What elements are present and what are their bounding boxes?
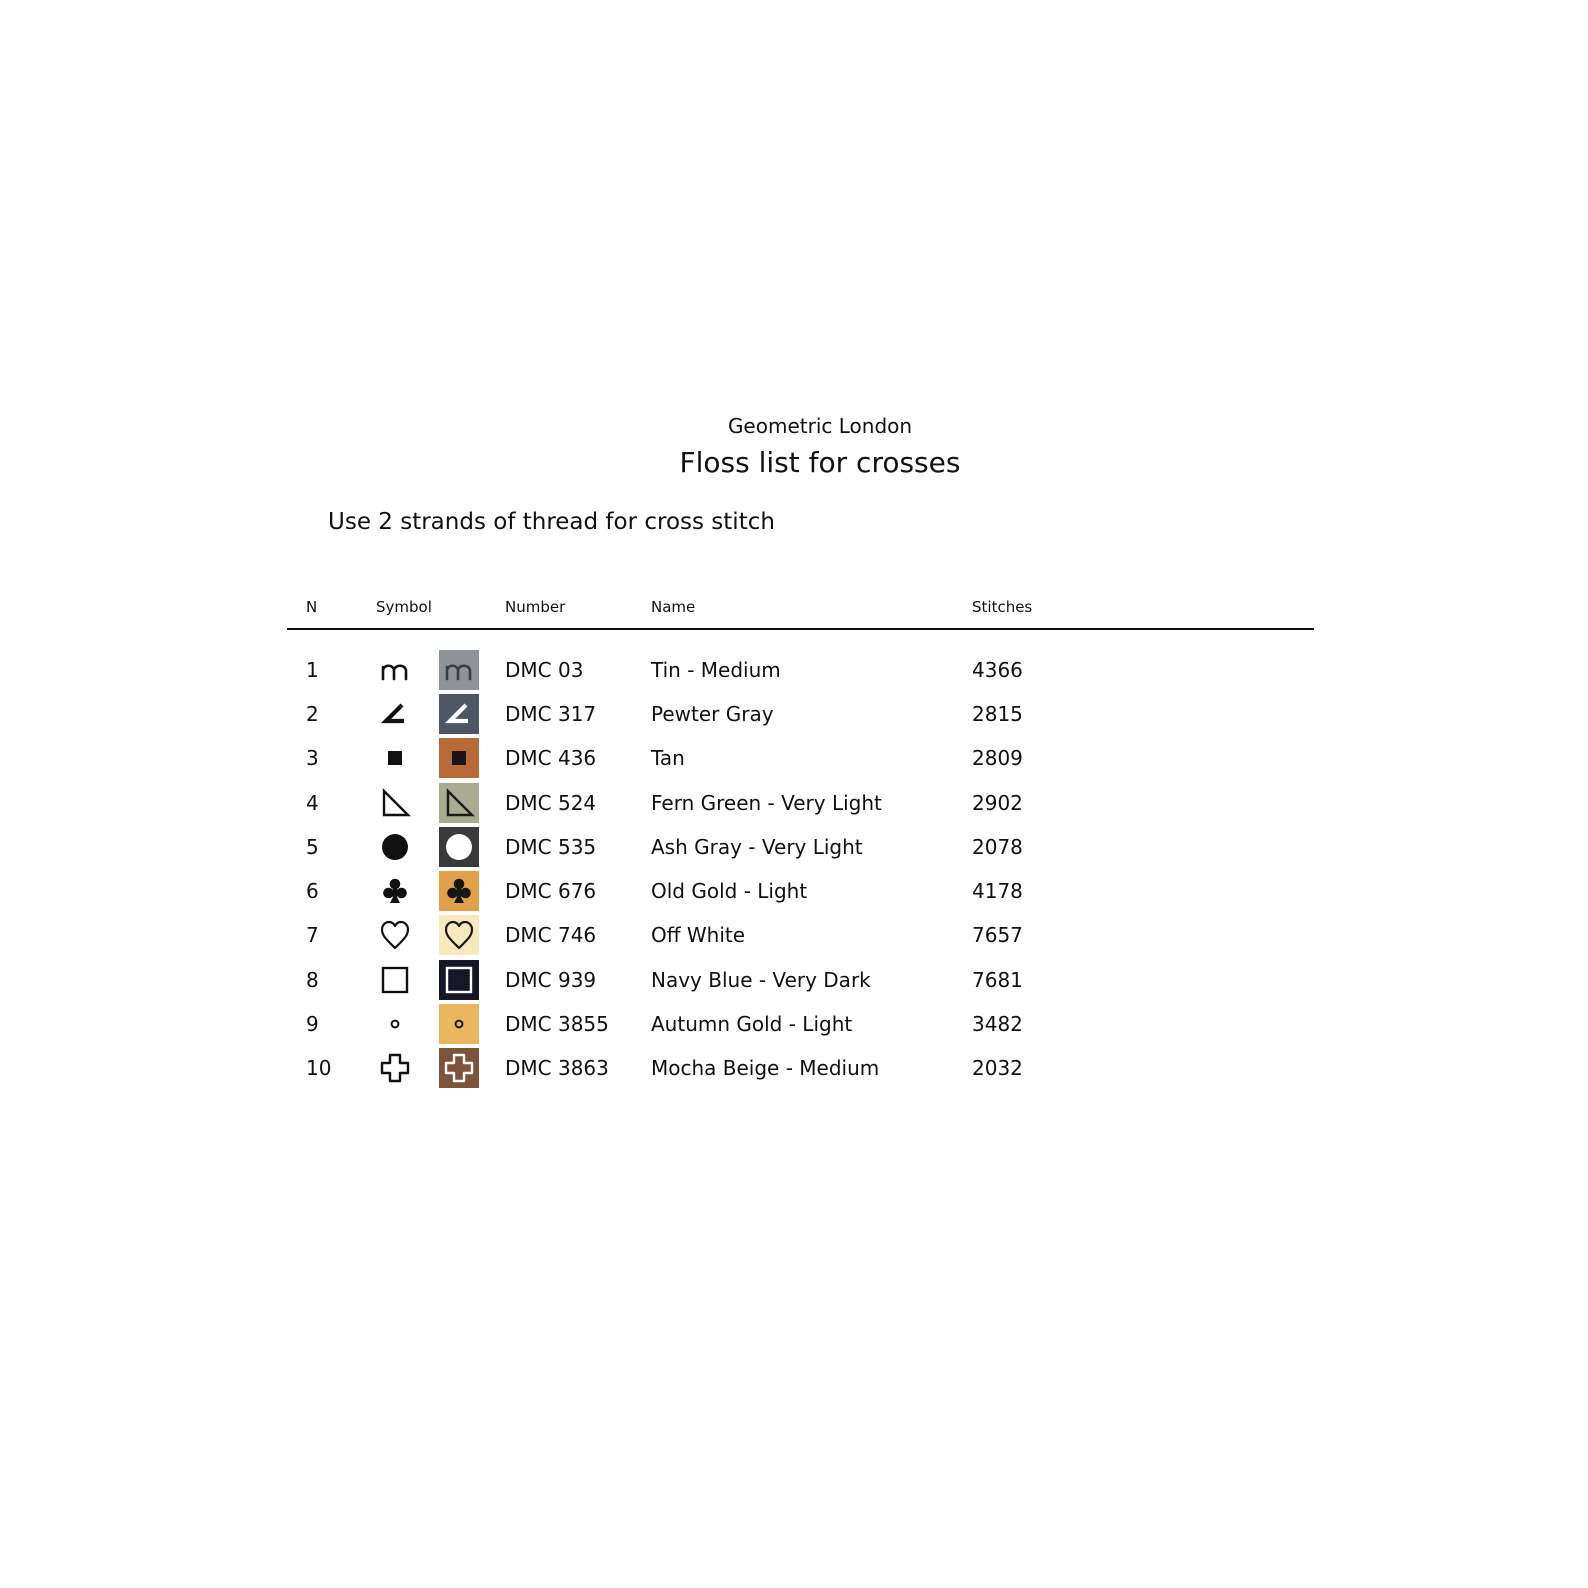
floss-number: DMC 03 [505,658,584,682]
floss-name: Old Gold - Light [651,879,808,903]
cross-outline-icon [375,1048,415,1088]
floss-number: DMC 317 [505,702,597,726]
stitch-count: 7681 [972,968,1023,992]
color-swatch [439,960,479,1000]
instruction-text: Use 2 strands of thread for cross stitch [328,509,775,535]
floss-name: Off White [651,923,746,947]
table-row [0,1004,1588,1044]
floss-number: DMC 746 [505,923,597,947]
floss-name: Pewter Gray [651,702,774,726]
floss-number: DMC 3863 [505,1056,609,1080]
floss-number: DMC 535 [505,835,597,859]
row-index: 6 [306,879,319,903]
row-index: 10 [306,1056,332,1080]
table-row [0,827,1588,867]
m-glyph-icon [375,650,415,690]
floss-name: Fern Green - Very Light [651,791,882,815]
color-swatch [439,871,479,911]
color-swatch [439,694,479,734]
stitch-count: 2032 [972,1056,1023,1080]
row-index: 8 [306,968,319,992]
floss-number: DMC 3855 [505,1012,609,1036]
column-header-number: Number [505,598,566,616]
right-triangle-icon [375,783,415,823]
color-swatch [439,1004,479,1044]
floss-name: Navy Blue - Very Dark [651,968,871,992]
stitch-count: 2815 [972,702,1023,726]
table-row [0,738,1588,778]
small-ring-icon [375,1004,415,1044]
club-icon [375,871,415,911]
row-index: 9 [306,1012,319,1036]
color-swatch [439,915,479,955]
color-swatch [439,1048,479,1088]
color-swatch [439,783,479,823]
floss-name: Ash Gray - Very Light [651,835,863,859]
row-index: 7 [306,923,319,947]
table-row [0,1048,1588,1088]
stitch-count: 4366 [972,658,1023,682]
stitch-count: 7657 [972,923,1023,947]
row-index: 5 [306,835,319,859]
floss-name: Mocha Beige - Medium [651,1056,880,1080]
color-swatch [439,650,479,690]
row-index: 4 [306,791,319,815]
color-swatch [439,738,479,778]
floss-name: Tan [651,746,685,770]
table-row [0,915,1588,955]
header-divider [287,628,1314,630]
row-index: 3 [306,746,319,770]
heart-outline-icon [375,915,415,955]
stitch-count: 3482 [972,1012,1023,1036]
column-header-stitches: Stitches [972,598,1033,616]
table-row [0,694,1588,734]
pattern-name: Geometric London [727,414,913,438]
column-header-name: Name [651,598,696,616]
floss-number: DMC 939 [505,968,597,992]
floss-number: DMC 524 [505,791,597,815]
table-row [0,960,1588,1000]
table-row [0,783,1588,823]
angle-glyph-icon [375,694,415,734]
filled-circle-icon [375,827,415,867]
filled-square-icon [375,738,415,778]
table-header [0,597,1588,617]
row-index: 1 [306,658,319,682]
stitch-count: 2078 [972,835,1023,859]
row-index: 2 [306,702,319,726]
square-outline-icon [375,960,415,1000]
column-header-n: N [306,598,318,616]
table-row [0,871,1588,911]
page-title: Floss list for crosses [679,446,961,479]
stitch-count: 2902 [972,791,1023,815]
stitch-count: 4178 [972,879,1023,903]
color-swatch [439,827,479,867]
floss-number: DMC 436 [505,746,597,770]
table-row [0,650,1588,690]
stitch-count: 2809 [972,746,1023,770]
floss-name: Autumn Gold - Light [651,1012,853,1036]
floss-name: Tin - Medium [651,658,781,682]
floss-number: DMC 676 [505,879,597,903]
column-header-symbol: Symbol [376,598,432,616]
